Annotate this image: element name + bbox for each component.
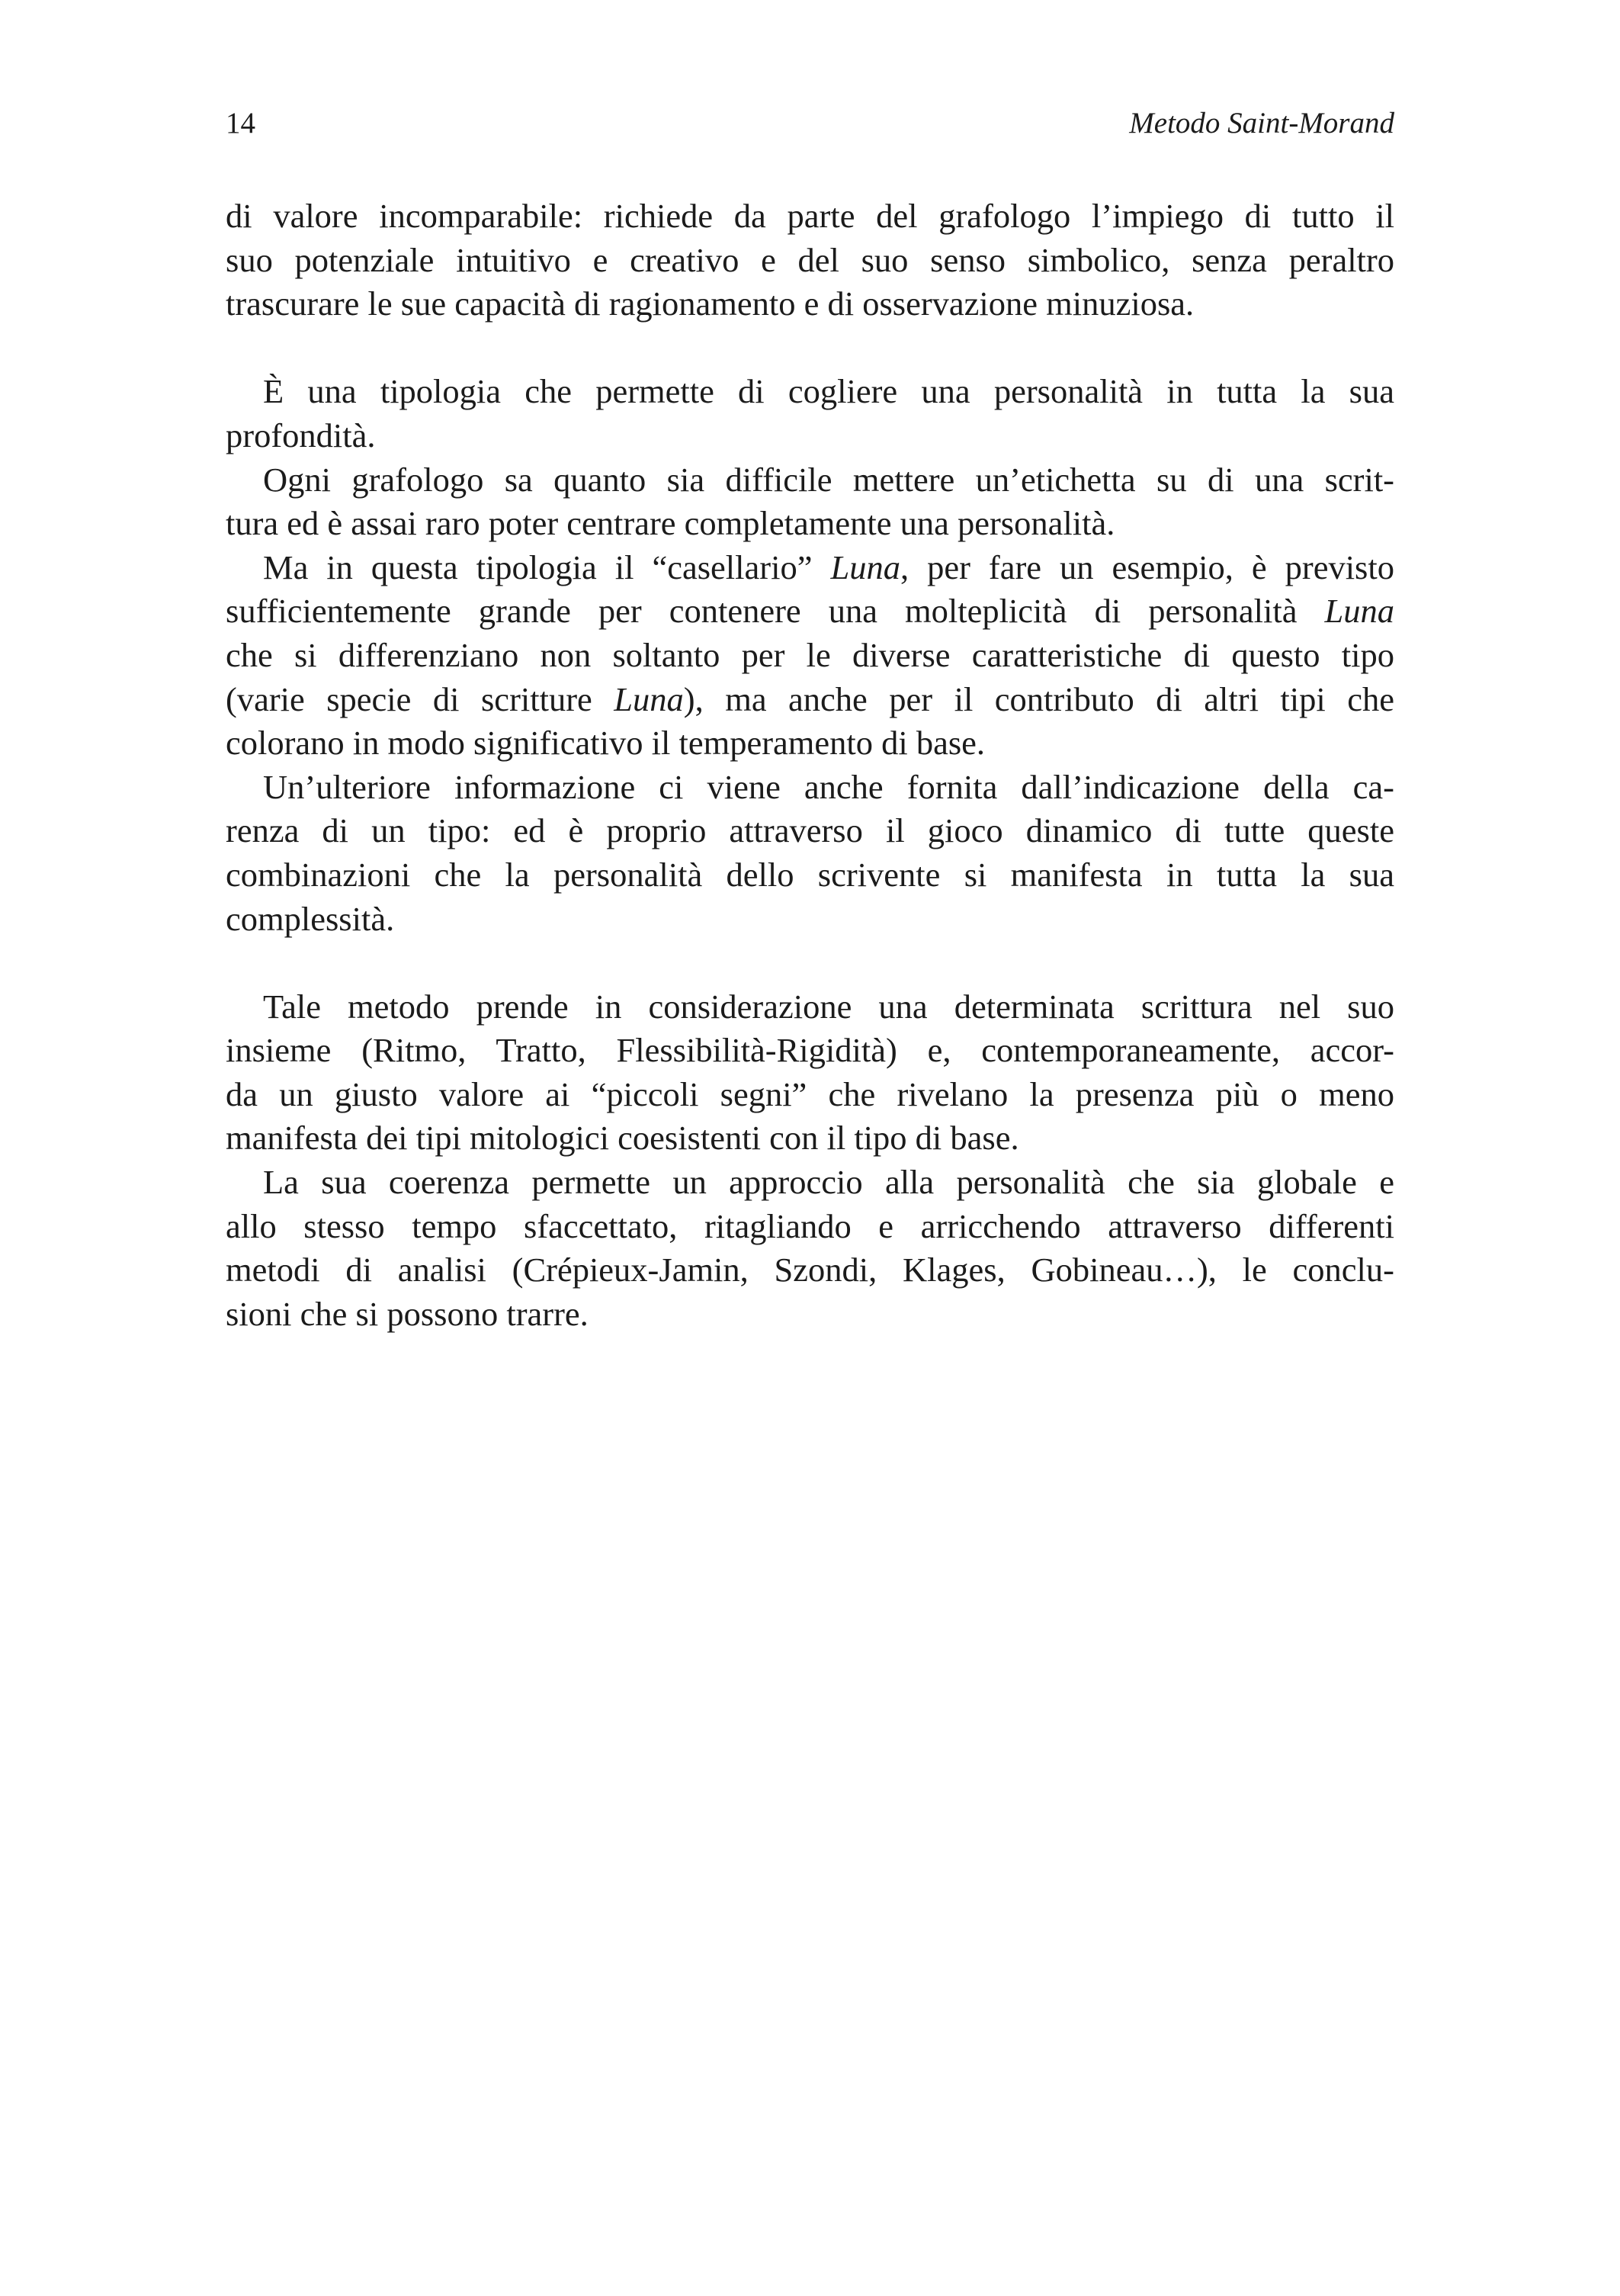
text-line <box>226 766 1394 810</box>
text-segment: che si differenziano non soltanto per le diverse caratteristiche di questo tipo <box>226 635 1394 674</box>
text-line <box>226 721 1394 766</box>
text-segment: metodi di analisi (Crépieux-Jamin, Szondi, Klages, Gobineau…), le conclu- <box>226 1251 1394 1289</box>
paragraph <box>226 766 1394 941</box>
italic-term: Luna <box>830 548 900 586</box>
text-segment: da un giusto valore ai “piccoli segni” che rivelano la presenza più o meno <box>226 1074 1394 1113</box>
text-segment: Ogni grafologo sa quanto sia difficile mettere un’etichetta su di una scrit- <box>263 460 1394 499</box>
body-text <box>226 194 1394 1336</box>
text-line <box>226 1205 1394 1249</box>
paragraph <box>226 370 1394 458</box>
text-line <box>226 1161 1394 1205</box>
paragraph-spacer <box>226 941 1394 985</box>
text-line <box>226 853 1394 898</box>
text-segment: sioni che si possono trarre. <box>226 1294 589 1333</box>
text-line <box>226 1248 1394 1293</box>
text-segment: renza di un tipo: ed è proprio attraverso il gioco dinamico di tutte queste <box>226 811 1394 850</box>
text-segment: profondità. <box>226 416 376 454</box>
running-title: Metodo Saint-Morand <box>1129 107 1394 140</box>
text-line <box>226 370 1394 414</box>
text-segment: Un’ulteriore informazione ci viene anche fornita dall’indicazione della ca- <box>263 767 1394 806</box>
paragraph <box>226 985 1394 1161</box>
running-head <box>226 107 1394 140</box>
text-line <box>226 634 1394 678</box>
text-segment: suo potenziale intuitivo e creativo e del suo senso simbolico, senza peraltro <box>226 240 1394 279</box>
text-segment: complessità. <box>226 899 395 938</box>
paragraph <box>226 1161 1394 1336</box>
italic-term: Luna <box>614 679 684 718</box>
text-segment: (varie specie di scritture <box>226 679 614 718</box>
text-segment: Ma in questa tipologia il “casellario” <box>263 548 831 586</box>
text-line <box>226 502 1394 546</box>
text-segment: La sua coerenza permette un approccio alla personalità che sia globale e <box>263 1163 1394 1202</box>
text-line <box>226 546 1394 590</box>
text-segment: Tale metodo prende in considerazione una determinata scrittura nel suo <box>263 987 1394 1026</box>
text-segment: insieme (Ritmo, Tratto, Flessibilità-Rigidità) e, contemporaneamente, accor- <box>226 1031 1394 1070</box>
text-line <box>226 194 1394 239</box>
text-segment: È una tipologia che permette di cogliere una personalità in tutta la sua <box>263 372 1394 411</box>
paragraph <box>226 194 1394 326</box>
text-segment: combinazioni che la personalità dello scrivente si manifesta in tutta la sua <box>226 855 1394 894</box>
text-line <box>226 1116 1394 1161</box>
text-line <box>226 282 1394 326</box>
text-segment: , per fare un esempio, è previsto <box>900 548 1394 586</box>
italic-term: Luna <box>1324 592 1394 631</box>
text-line <box>226 1073 1394 1117</box>
text-line <box>226 809 1394 853</box>
text-segment: sufficientemente grande per contenere una molteplicità di personalità <box>226 592 1325 631</box>
text-line <box>226 1293 1394 1337</box>
text-line <box>226 678 1394 722</box>
text-segment: manifesta dei tipi mitologici coesistenti con il tipo di base. <box>226 1119 1019 1158</box>
text-line <box>226 1029 1394 1073</box>
paragraph <box>226 546 1394 766</box>
text-line <box>226 458 1394 503</box>
text-line <box>226 985 1394 1029</box>
paragraph-spacer <box>226 326 1394 371</box>
text-segment: trascurare le sue capacità di ragionamento e di osservazione minuziosa. <box>226 284 1195 323</box>
text-segment: colorano in modo significativo il temperamento di base. <box>226 724 986 763</box>
page-number: 14 <box>226 107 255 140</box>
text-segment: di valore incomparabile: richiede da parte del grafologo l’impiego di tutto il <box>226 197 1394 235</box>
paragraph <box>226 458 1394 546</box>
text-line <box>226 414 1394 458</box>
text-segment: ), ma anche per il contributo di altri tipi che <box>683 679 1394 718</box>
text-segment: allo stesso tempo sfaccettato, ritagliando e arricchendo attraverso differenti <box>226 1206 1394 1245</box>
text-segment: tura ed è assai raro poter centrare completamente una personalità. <box>226 504 1115 543</box>
text-line <box>226 898 1394 942</box>
text-line <box>226 239 1394 283</box>
text-line <box>226 589 1394 634</box>
